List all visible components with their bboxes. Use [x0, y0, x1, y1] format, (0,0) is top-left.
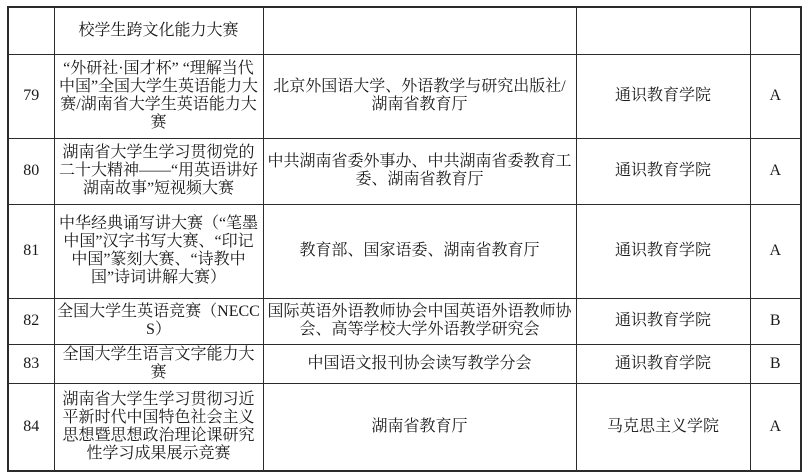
organizer-cell: 中共湖南省委外事办、中共湖南省委教育工委、湖南省教育厅 — [263, 138, 576, 204]
competition-name-cell: “外研社·国才杯” “理解当代中国”全国大学生英语能力大赛/湖南省大学生英语能力大赛 — [54, 54, 263, 138]
college-cell: 通识教育学院 — [576, 138, 750, 204]
organizer-cell: 中国语文报刊协会读写教学分会 — [263, 344, 576, 383]
competition-name-cell: 中华经典诵写讲大赛（“笔墨中国”汉字书写大赛、“印记中国”篆刻大赛、“诗教中国”诗词讲解大赛） — [54, 204, 263, 298]
college-cell: 通识教育学院 — [576, 54, 750, 138]
row-number-cell: 83 — [8, 344, 54, 383]
college-cell: 通识教育学院 — [576, 344, 750, 383]
row-number-cell — [8, 7, 54, 54]
grade-cell: B — [750, 344, 801, 383]
row-number-cell: 81 — [8, 204, 54, 298]
college-cell: 通识教育学院 — [576, 298, 750, 344]
competitions-table — [7, 6, 802, 472]
table-row — [8, 383, 801, 471]
organizer-cell: 教育部、国家语委、湖南省教育厅 — [263, 204, 576, 298]
grade-cell: A — [750, 138, 801, 204]
table-row — [8, 344, 801, 383]
organizer-cell: 北京外国语大学、外语教学与研究出版社/湖南省教育厅 — [263, 54, 576, 138]
college-cell: 马克思主义学院 — [576, 383, 750, 471]
grade-cell: A — [750, 54, 801, 138]
row-number-cell: 80 — [8, 138, 54, 204]
table-row-partial — [8, 7, 801, 54]
organizer-cell — [263, 7, 576, 54]
row-number-cell: 84 — [8, 383, 54, 471]
competition-name-cell: 湖南省大学生学习贯彻习近平新时代中国特色社会主义思想暨思想政治理论课研究性学习成果展示竞赛 — [54, 383, 263, 471]
table-row — [8, 54, 801, 138]
table-row — [8, 298, 801, 344]
row-number-cell: 82 — [8, 298, 54, 344]
competition-name-cell: 全国大学生语言文字能力大赛 — [54, 344, 263, 383]
row-number-cell: 79 — [8, 54, 54, 138]
competition-name-cell: 校学生跨文化能力大赛 — [54, 7, 263, 54]
organizer-cell: 国际英语外语教师协会中国英语外语教师协会、高等学校大学外语教学研究会 — [263, 298, 576, 344]
table-row — [8, 204, 801, 298]
organizer-cell: 湖南省教育厅 — [263, 383, 576, 471]
college-cell — [576, 7, 750, 54]
table-row — [8, 138, 801, 204]
competition-name-cell: 全国大学生英语竞赛（NECCS） — [54, 298, 263, 344]
grade-cell: B — [750, 298, 801, 344]
college-cell: 通识教育学院 — [576, 204, 750, 298]
grade-cell: A — [750, 204, 801, 298]
grade-cell — [750, 7, 801, 54]
grade-cell: A — [750, 383, 801, 471]
competition-name-cell: 湖南省大学生学习贯彻党的二十大精神——“用英语讲好湖南故事”短视频大赛 — [54, 138, 263, 204]
